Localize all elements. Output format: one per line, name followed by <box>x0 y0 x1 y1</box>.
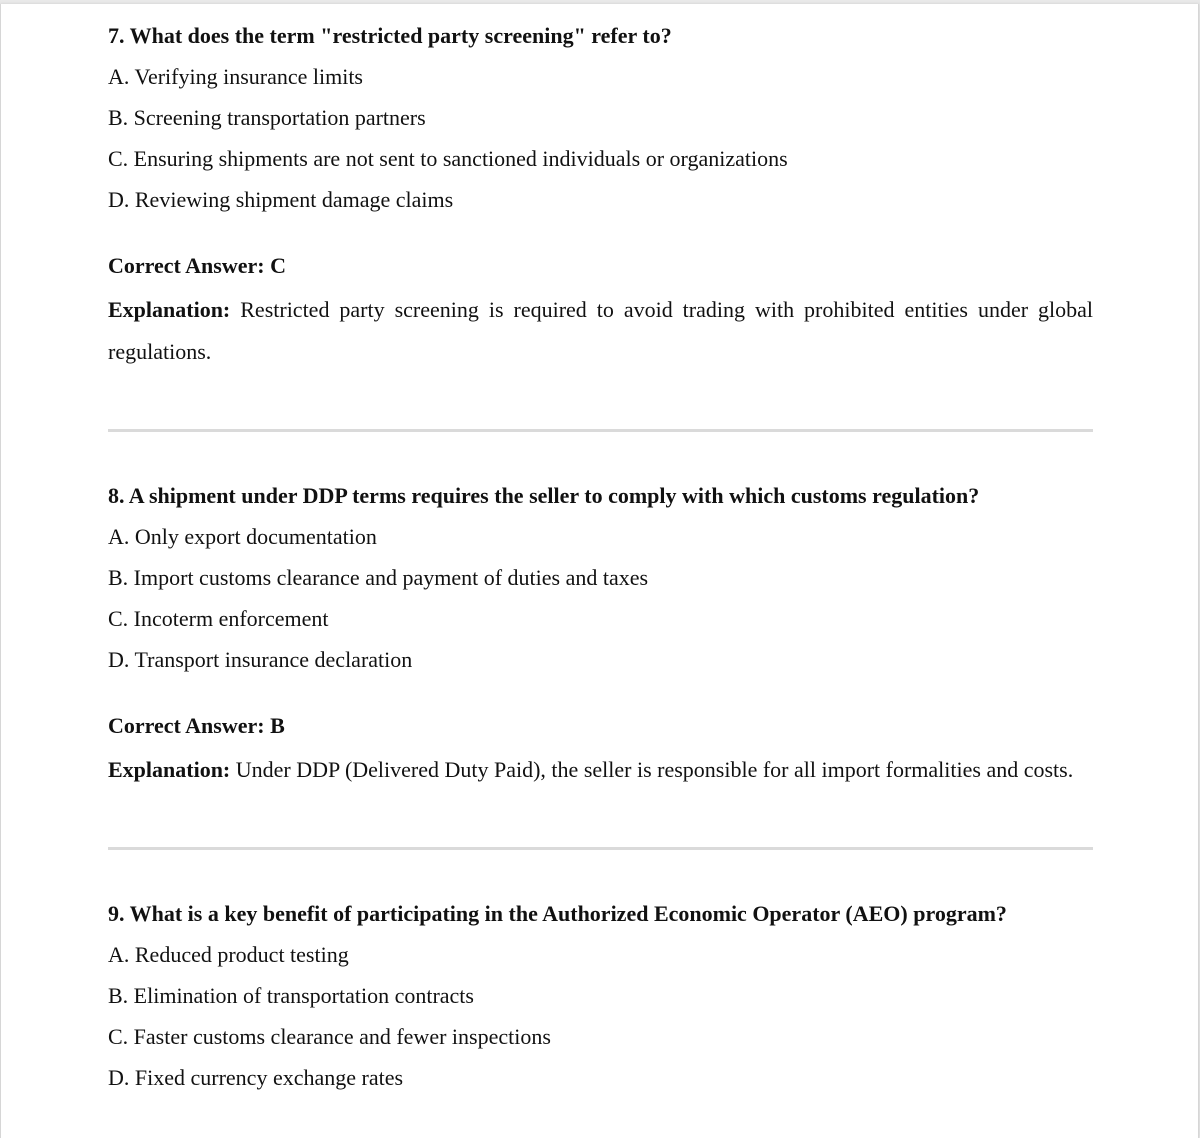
question-block-8 <box>108 478 1093 791</box>
explanation-label: Explanation: <box>108 297 231 322</box>
option-a: A. Only export documentation <box>108 524 377 549</box>
option-c: C. Incoterm enforcement <box>108 606 329 631</box>
question-block-7 <box>108 18 1093 373</box>
document-page <box>0 4 1199 1138</box>
question-text: 9. What is a key benefit of participating in the Authorized Economic Operator (AEO) program? <box>108 901 1007 926</box>
question-text: 7. What does the term "restricted party screening" refer to? <box>108 23 672 48</box>
correct-answer: Correct Answer: B <box>108 713 285 738</box>
option-b: B. Import customs clearance and payment of duties and taxes <box>108 565 649 590</box>
section-divider <box>108 429 1093 432</box>
explanation <box>108 749 1093 791</box>
option-d: D. Transport insurance declaration <box>108 647 413 672</box>
option-d: D. Fixed currency exchange rates <box>108 1065 404 1090</box>
correct-answer: Correct Answer: C <box>108 253 286 278</box>
document-content <box>108 18 1093 1101</box>
option-b: B. Screening transportation partners <box>108 105 426 130</box>
explanation-text: Under DDP (Delivered Duty Paid), the seller is responsible for all import formalities and costs. <box>235 757 1074 782</box>
option-a: A. Reduced product testing <box>108 942 349 967</box>
option-b: B. Elimination of transportation contracts <box>108 983 474 1008</box>
question-block-9 <box>108 896 1093 1096</box>
option-c: C. Ensuring shipments are not sent to sanctioned individuals or organizations <box>108 146 788 171</box>
explanation <box>108 289 1093 373</box>
option-d: D. Reviewing shipment damage claims <box>108 187 454 212</box>
option-a: A. Verifying insurance limits <box>108 64 363 89</box>
explanation-text: Restricted party screening is required to avoid trading with prohibited entities under global regulations. <box>108 297 1094 364</box>
explanation-label: Explanation: <box>108 757 231 782</box>
option-c: C. Faster customs clearance and fewer inspections <box>108 1024 551 1049</box>
question-text: 8. A shipment under DDP terms requires the seller to comply with which customs regulation? <box>108 483 980 508</box>
section-divider <box>108 847 1093 850</box>
